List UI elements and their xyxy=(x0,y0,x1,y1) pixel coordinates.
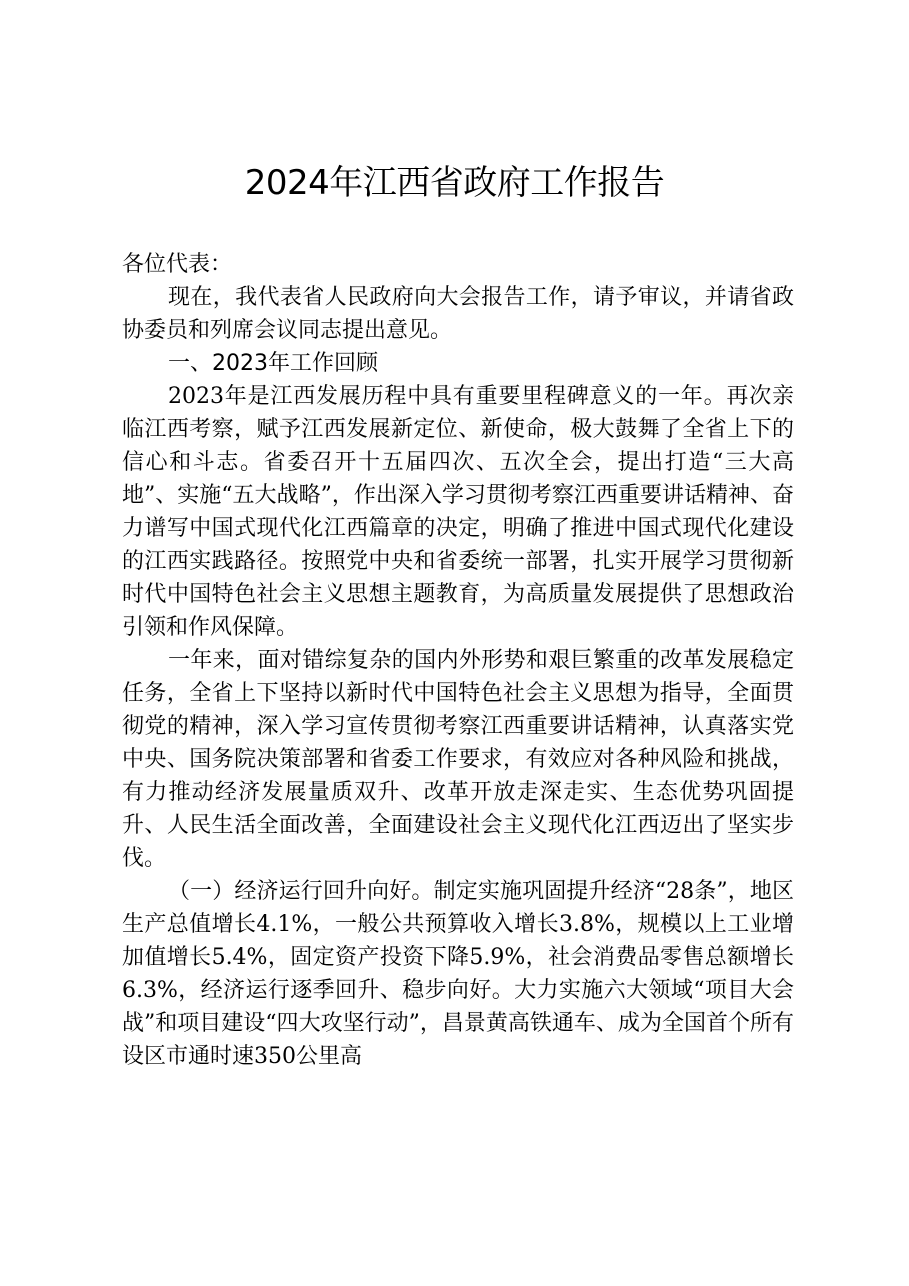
section-heading: 一、2023年工作回顾 xyxy=(168,351,378,376)
subsection-lead: （一）经济运行回升向好。 xyxy=(168,879,434,904)
document-title: 2024年江西省政府工作报告 xyxy=(244,163,665,203)
section-paragraph-1: 2023年是江西发展历程中具有重要里程碑意义的一年。再次亲临江西考察，赋予江西发展新定位、新使命，极大鼓舞了全省上下的信心和斗志。省委召开十五届四次、五次全会，提出打造“三大高地”、实施“五大战略”，作出深入学习贯彻考察江西重要讲话精神、奋力谱写中国式现代化江西篇章的决定，明确了推进中国式现代化建设的江西实践路径。按照党中央和省委统一部署，扎实开展学习贯彻新时代中国特色社会主义思想主题教育，为高质量发展提供了思想政治引领和作风保障。 xyxy=(122,384,794,640)
subsection-text: 制定实施巩固提升经济“28条”，地区生产总值增长4.1%，一般公共预算收入增长3.8%，规模以上工业增加值增长5.4%，固定资产投资下降5.9%，社会消费品零售总额增长6.3%，经济运行逐季回升、稳步向好。大力实施六大领域“项目大会战”和项目建设“四大攻坚行动”，昌景黄高铁通车、成为全国首个所有设区市通时速350公里高 xyxy=(122,879,794,1069)
section-paragraph-2: 一年来，面对错综复杂的国内外形势和艰巨繁重的改革发展稳定任务，全省上下坚持以新时代中国特色社会主义思想为指导，全面贯彻党的精神，深入学习宣传贯彻考察江西重要讲话精神，认真落实党中央、国务院决策部署和省委工作要求，有效应对各种风险和挑战，有力推动经济发展量质双升、改革开放走深走实、生态优势巩固提升、人民生活全面改善，全面建设社会主义现代化江西迈出了坚实步伐。 xyxy=(122,648,794,871)
salutation: 各位代表： xyxy=(122,252,233,277)
opening-paragraph: 现在，我代表省人民政府向大会报告工作，请予审议，并请省政协委员和列席会议同志提出意见。 xyxy=(122,285,794,343)
subsection-paragraph xyxy=(122,875,794,1073)
document-body xyxy=(122,248,794,1073)
